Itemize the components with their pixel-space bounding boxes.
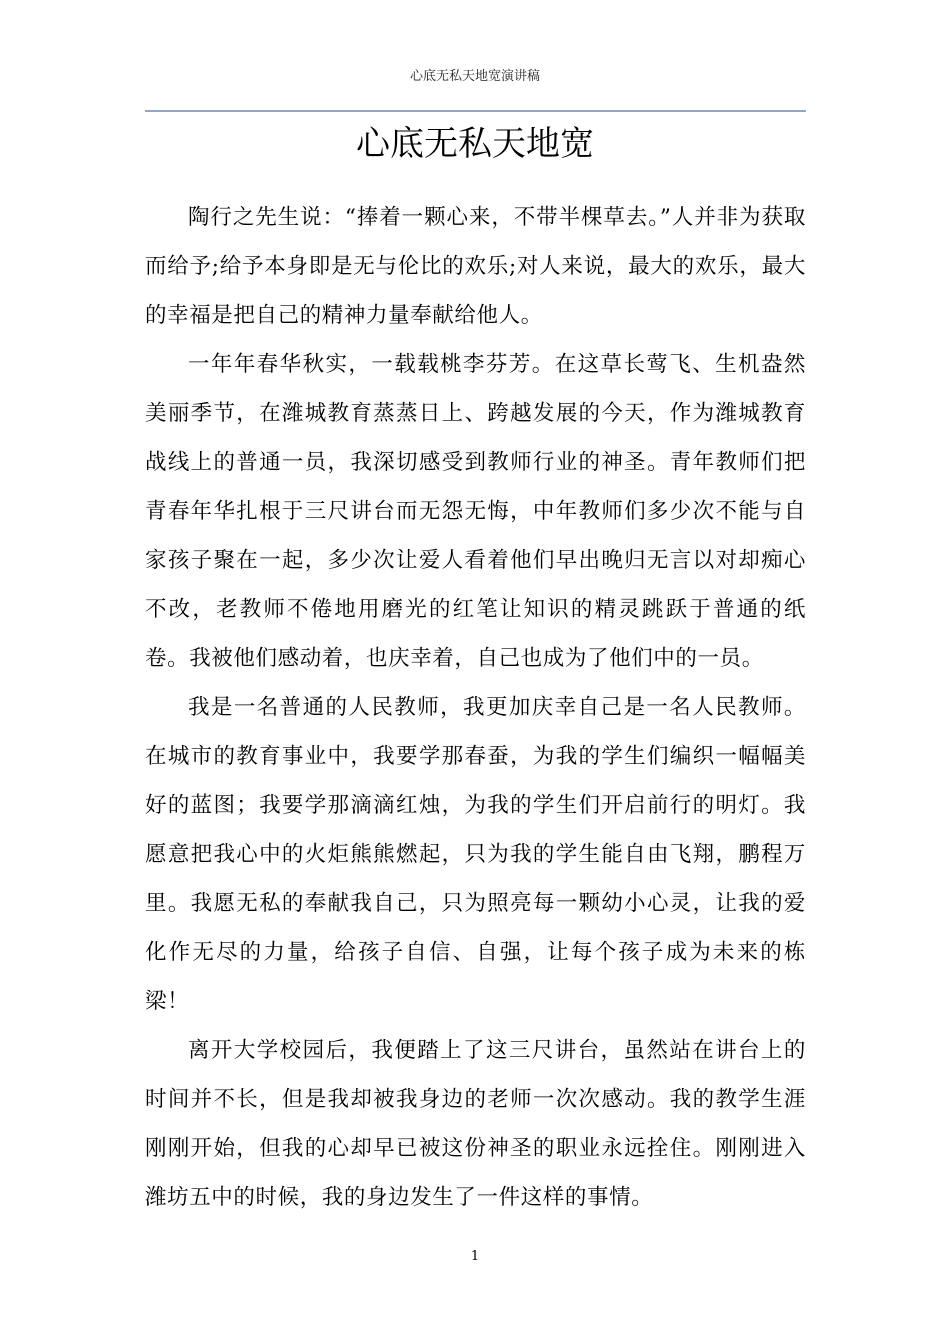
document-title: 心底无私天地宽 <box>356 124 594 164</box>
header-divider <box>145 110 806 112</box>
paragraph-1: 陶行之先生说：“捧着一颗心来，不带半棵草去。”人并非为获取而给予;给予本身即是无与伦比的欢乐;对人来说，最大的欢乐，最大的幸福是把自己的精神力量奉献给他人。 <box>145 205 806 328</box>
running-header: 心底无私天地宽演讲稿 <box>409 69 540 84</box>
paragraph-2: 一年年春华秋实，一载载桃李芬芳。在这草长莺飞、生机盎然美丽季节，在潍城教育蒸蒸日上、跨越发展的今天，作为潍城教育战线上的普通一员，我深切感受到教师行业的神圣。青年教师们把青春年华扎根于三尺讲台而无怨无悔，中年教师们多少次不能与自家孩子聚在一起，多少次让爱人看着他们早出晚归无言以对却痴心不改，老教师不倦地用磨光的红笔让知识的精灵跳跃于普通的纸卷。我被他们感动着，也庆幸着，自己也成为了他们中的一员。 <box>145 352 806 671</box>
paragraph-3: 我是一名普通的人民教师，我更加庆幸自己是一名人民教师。在城市的教育事业中，我要学那春蚕，为我的学生们编织一幅幅美好的蓝图；我要学那滴滴红烛，为我的学生们开启前行的明灯。我愿意把我心中的火炬熊熊燃起，只为我的学生能自由飞翔，鹏程万里。我愿无私的奉献我自己，只为照亮每一颗幼小心灵，让我的爱化作无尽的力量，给孩子自信、自强，让每个孩子成为未来的栋梁！ <box>145 695 806 1014</box>
document-body <box>145 193 806 1222</box>
page-number: 1 <box>470 1249 480 1264</box>
paragraph-4: 离开大学校园后，我便踏上了这三尺讲台，虽然站在讲台上的时间并不长，但是我却被我身边的老师一次次感动。我的教学生涯刚刚开始，但我的心却早已被这份神圣的职业永远拴住。刚刚进入潍坊五中的时候，我的身边发生了一件这样的事情。 <box>145 1038 806 1210</box>
